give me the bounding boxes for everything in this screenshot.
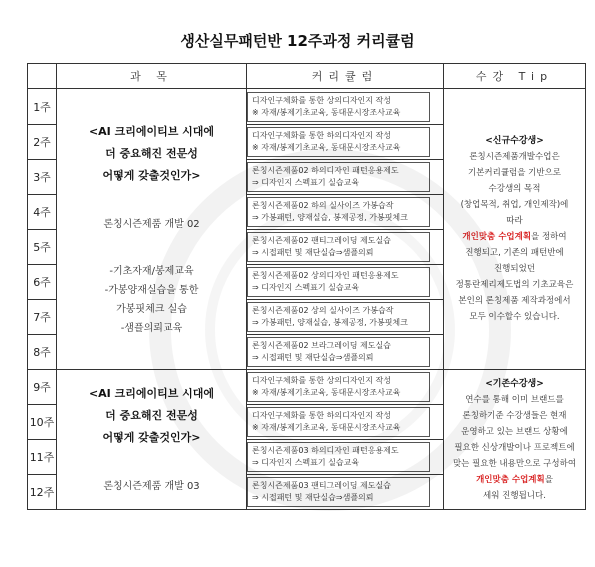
curriculum-box: 론칭시즌제품02 하의 실사이즈 가봉습작 ⇒ 가봉패턴, 양재실습, 봉제공정, 가봉핏체크 <box>247 197 430 227</box>
subject-item: 가봉핏체크 실습 <box>116 303 187 315</box>
curriculum-cell <box>247 265 444 300</box>
tip-block-new-students: <신규수강생> 론칭시즌제품개발수업은 기본커리큘럼을 기반으로 수강생의 목적 (창업목적, 취업, 개인제작)에 따라 개인맞춤 수업계획을 정하여 진행되고, 기존의 패턴반에 진행되었던 정통란제리제도법의 기초교육은 본인의 론칭제품 제작과정에서 모두 이수할수 있습니다. <box>444 89 586 370</box>
week-cell: 11주 <box>28 440 57 475</box>
page-title: 생산실무패턴반 12주과정 커리큘럼 <box>180 32 415 50</box>
empty-header-cell <box>28 64 57 89</box>
highlight-text: 개인맞춤 수업계획 <box>462 232 532 242</box>
subject-heading: <AI 크리에이티브 시대에 <box>88 124 215 138</box>
week-cell: 3주 <box>28 160 57 195</box>
curriculum-header: 커리큘럼 <box>247 64 444 89</box>
curriculum-box: 론칭시즌제품02 상의디자인 패턴응용제도 ⇒ 디자인지 스펙표기 실습교육 <box>247 267 430 297</box>
curriculum-cell <box>247 160 444 195</box>
header-row <box>28 64 586 89</box>
highlight-text: 개인맞춤 수업계획 <box>476 474 545 485</box>
curriculum-box: 론칭시즌제품02 상의 실사이즈 가봉습작 ⇒ 가봉패턴, 양재실습, 봉제공정, 가봉핏체크 <box>247 302 430 332</box>
subject-block-2 <box>57 370 247 510</box>
table-row <box>28 370 586 405</box>
curriculum-box: 디자인구체화를 통한 하의디자인지 작성 ※ 자재/봉제기초교육, 동대문시장조사교육 <box>247 407 430 437</box>
curriculum-cell <box>247 230 444 265</box>
subject-course: 론칭시즌제품 개발 03 <box>103 481 200 492</box>
curriculum-cell <box>247 300 444 335</box>
tip-block-existing-students: <기존수강생> 연수를 통해 이미 브랜드를 론칭하기준 수강생들은 현재 운영하고 있는 브랜드 상황에 필요한 신상개발이나 프로젝트에 맞는 필요한 내용만으로 구성하여 개인맞춤 수업계획을 세워 진행됩니다. <box>444 370 586 510</box>
week-cell: 5주 <box>28 230 57 265</box>
curriculum-cell <box>247 405 444 440</box>
subject-item: -기초자재/봉제교육 <box>109 265 194 277</box>
subject-heading: 어떻게 갖출것인가> <box>102 168 201 182</box>
curriculum-table <box>27 63 586 510</box>
curriculum-cell <box>247 370 444 405</box>
tip-header: 수강 Tip <box>444 64 586 89</box>
week-cell: 9주 <box>28 370 57 405</box>
subject-item: -가봉양재실습을 통한 <box>104 284 199 296</box>
curriculum-cell <box>247 89 444 125</box>
curriculum-box: 론칭시즌제품03 하의디자인 패턴응용제도 ⇒ 디자인지 스펙표기 실습교육 <box>247 442 430 472</box>
curriculum-box: 론칭시즌제품02 브라그레이딩 제도실습 ⇒ 시접패턴 및 재단실습⇒샘플의뢰 <box>247 337 430 367</box>
tip-heading: <신규수강생> <box>485 136 544 146</box>
curriculum-box: 디자인구체화를 통한 상의디자인지 작성 ※ 자재/봉제기초교육, 동대문시장조사교육 <box>247 92 430 122</box>
curriculum-cell <box>247 475 444 510</box>
tip-heading: <기존수강생> <box>485 378 544 389</box>
curriculum-box: 론칭시즌제품02 하의디자인 패턴응용제도 ⇒ 디자인지 스펙표기 실습교육 <box>247 162 430 192</box>
subject-block-1 <box>57 89 247 370</box>
subject-heading: 어떻게 갖출것인가> <box>102 431 201 444</box>
week-cell: 12주 <box>28 475 57 510</box>
curriculum-box: 론칭시즌제품03 팬티그레이딩 제도실습 ⇒ 시접패턴 및 재단실습⇒샘플의뢰 <box>247 477 430 507</box>
curriculum-box: 론칭시즌제품02 팬티그레이딩 제도실습 ⇒ 시접패턴 및 재단실습⇒샘플의뢰 <box>247 232 430 262</box>
subject-heading: 더 중요해진 전문성 <box>105 409 198 422</box>
curriculum-cell <box>247 335 444 370</box>
week-cell: 4주 <box>28 195 57 230</box>
curriculum-box: 디자인구체화를 통한 하의디자인지 작성 ※ 자재/봉제기초교육, 동대문시장조사교육 <box>247 127 430 157</box>
week-cell: 7주 <box>28 300 57 335</box>
subject-item: -샘플의뢰교육 <box>120 322 183 334</box>
curriculum-cell <box>247 195 444 230</box>
week-cell: 2주 <box>28 125 57 160</box>
table-row <box>28 89 586 125</box>
subject-header: 과 목 <box>57 64 247 89</box>
subject-heading: <AI 크리에이티브 시대에 <box>88 387 215 400</box>
subject-heading: 더 중요해진 전문성 <box>105 146 198 160</box>
curriculum-cell <box>247 125 444 160</box>
curriculum-cell <box>247 440 444 475</box>
week-cell: 6주 <box>28 265 57 300</box>
week-cell: 10주 <box>28 405 57 440</box>
subject-course: 론칭시즌제품 개발 02 <box>103 218 200 230</box>
week-cell: 1주 <box>28 89 57 125</box>
curriculum-box: 디자인구체화를 통한 상의디자인지 작성 ※ 자재/봉제기초교육, 동대문시장조사교육 <box>247 372 430 402</box>
week-cell: 8주 <box>28 335 57 370</box>
